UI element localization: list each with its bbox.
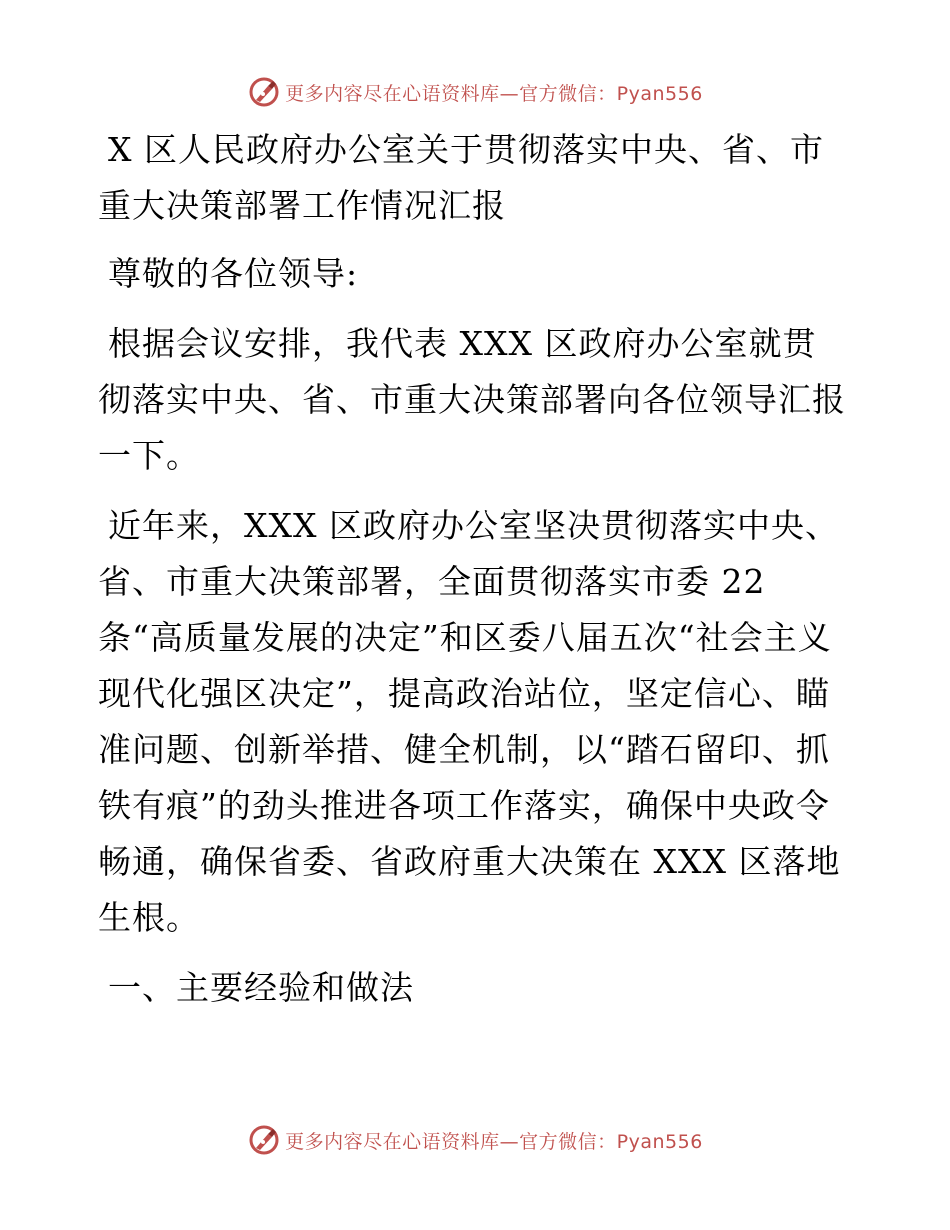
section-heading: 一、主要经验和做法 <box>108 968 414 1007</box>
salutation: 尊敬的各位领导: <box>108 254 359 293</box>
document-body <box>98 122 850 1030</box>
watermark-text: 更多内容尽在心语资料库—官方微信：Pyan556 <box>285 1130 703 1153</box>
document-title: X 区人民政府办公室关于贯彻落实中央、省、市重大决策部署工作情况汇报 <box>98 130 824 225</box>
header-watermark <box>0 72 950 112</box>
footer-watermark <box>0 1120 950 1160</box>
pen-logo-icon <box>247 1123 281 1157</box>
watermark-text: 更多内容尽在心语资料库—官方微信：Pyan556 <box>285 82 703 105</box>
pen-logo-icon <box>247 75 281 109</box>
paragraph-overview: 近年来，XXX 区政府办公室坚决贯彻落实中央、省、市重大决策部署，全面贯彻落实市委 22 条“高质量发展的决定”和区委八届五次“社会主义现代化强区决定”，提高政治站位，坚定信心、瞄准问题、创新举措、健全机制，以“踏石留印、抓铁有痕”的劲头推进各项工作落实，确保中央政令畅通，确保省委、省政府重大决策在 XXX 区落地生根。 <box>98 506 841 937</box>
paragraph-intro: 根据会议安排，我代表 XXX 区政府办公室就贯彻落实中央、省、市重大决策部署向各位领导汇报一下。 <box>98 324 846 475</box>
